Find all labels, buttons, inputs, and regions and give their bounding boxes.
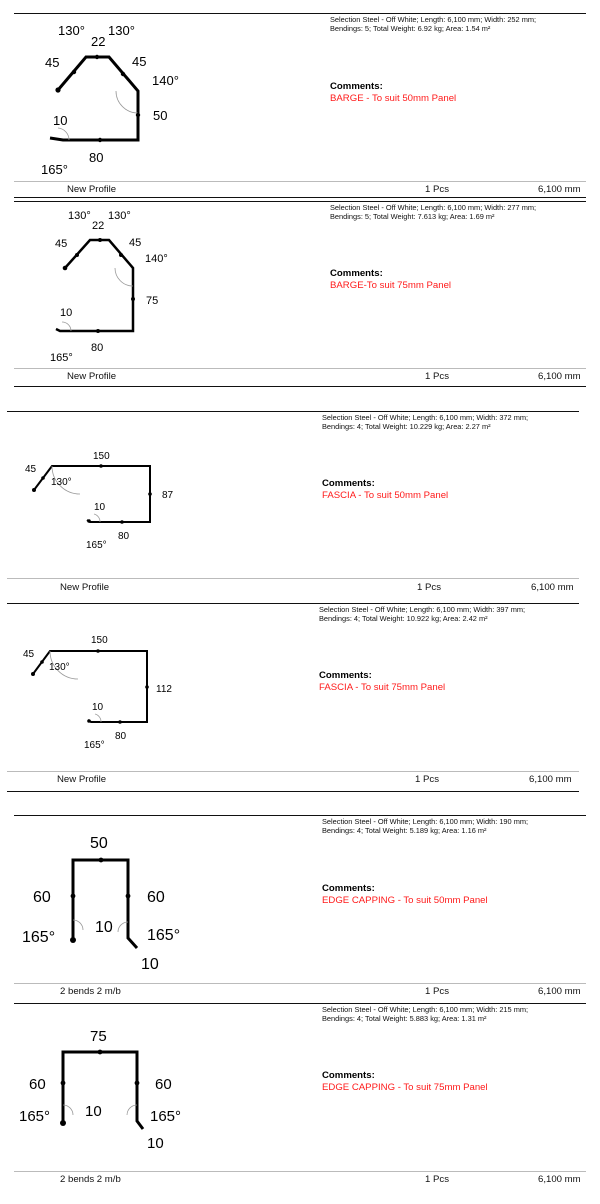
barge-75-dim: 140° <box>145 253 168 265</box>
edge-75-dim: 10 <box>147 1135 164 1152</box>
barge-50-dim: 22 <box>91 34 106 49</box>
fascia-75-dim: 150 <box>91 635 108 646</box>
fascia-50-dim: 130° <box>51 477 72 488</box>
fascia-50-dim: 150 <box>93 451 110 462</box>
comment-text: EDGE CAPPING - To suit 50mm Panel <box>322 895 488 906</box>
barge-50-dim: 165° <box>41 162 68 177</box>
comment-text: BARGE - To suit 50mm Panel <box>330 93 457 104</box>
spec-line: Selection Steel - Off White; Length: 6,100 mm; Width: 190 mm; <box>322 817 529 826</box>
profile-name: 2 bends 2 m/b <box>60 986 121 997</box>
barge-50-dim: 50 <box>153 108 168 123</box>
comments-label: Comments: <box>330 268 383 279</box>
edge-75-dim: 10 <box>85 1103 102 1120</box>
barge-50-dim: 130° <box>58 23 85 38</box>
edge-75-dim: 60 <box>29 1076 46 1093</box>
edge-75-node <box>61 1081 66 1086</box>
fascia-50-dim: 10 <box>94 502 106 513</box>
spec-line: Selection Steel - Off White; Length: 6,100 mm; Width: 372 mm; <box>322 413 529 422</box>
barge-75-dim: 165° <box>50 352 73 364</box>
edge-50-dim: 60 <box>33 889 51 906</box>
edge-75-dim: 165° <box>150 1108 182 1125</box>
edge-50-dim: 165° <box>147 927 181 944</box>
profile-quantity: 1 Pcs <box>425 184 449 195</box>
profile-length: 6,100 mm <box>538 1174 581 1185</box>
fascia-50-dim: 45 <box>25 464 37 475</box>
edge-75-node <box>98 1050 103 1055</box>
fascia-50-dim: 80 <box>118 531 130 542</box>
barge-50-dim: 80 <box>89 150 104 165</box>
barge-75-dim: 75 <box>146 295 159 307</box>
barge-75-dim: 130° <box>108 210 131 222</box>
barge-75-dim: 45 <box>55 238 68 250</box>
barge-75-dim: 130° <box>68 210 91 222</box>
spec-line: Selection Steel - Off White; Length: 6,100 mm; Width: 277 mm; <box>330 203 537 212</box>
profile-length: 6,100 mm <box>538 371 581 382</box>
edge-75-node <box>60 1120 66 1126</box>
fascia-75-dim: 112 <box>156 684 172 695</box>
spec-line: Bendings: 4; Total Weight: 10.229 kg; Area: 2.27 m² <box>322 422 491 431</box>
profile-name: New Profile <box>60 582 110 593</box>
barge-50-dim: 140° <box>152 73 179 88</box>
edge-50-dim: 10 <box>95 919 113 936</box>
barge-50-dim: 130° <box>108 23 135 38</box>
fascia-75-dim: 165° <box>84 740 105 751</box>
profile-length: 6,100 mm <box>538 986 581 997</box>
edge-75-profile-line <box>63 1052 143 1129</box>
barge-75-dim: 80 <box>91 342 104 354</box>
comment-text: EDGE CAPPING - To suit 75mm Panel <box>322 1082 488 1093</box>
profile-length: 6,100 mm <box>529 774 572 785</box>
comment-text: FASCIA - To suit 75mm Panel <box>319 682 446 693</box>
edge-50-dim: 10 <box>141 956 159 973</box>
profile-name: 2 bends 2 m/b <box>60 1174 121 1185</box>
spec-line: Bendings: 4; Total Weight: 10.922 kg; Area: 2.42 m² <box>319 614 488 623</box>
comments-label: Comments: <box>322 1070 375 1081</box>
footer-rule <box>14 1171 586 1172</box>
spec-line: Bendings: 4; Total Weight: 5.883 kg; Area: 1.31 m² <box>322 1014 487 1023</box>
fascia-75-dim: 45 <box>23 649 35 660</box>
profile-name: New Profile <box>67 371 117 382</box>
fascia-50-dim: 87 <box>162 490 174 501</box>
fascia-75-dim: 80 <box>115 731 127 742</box>
fascia-50-dim: 165° <box>86 540 107 551</box>
comments-label: Comments: <box>322 478 375 489</box>
spec-line: Bendings: 5; Total Weight: 7.613 kg; Area: 1.69 m² <box>330 212 495 221</box>
barge-50-dim: 45 <box>45 55 60 70</box>
profile-quantity: 1 Pcs <box>425 986 449 997</box>
spec-line: Bendings: 4; Total Weight: 5.189 kg; Area: 1.16 m² <box>322 826 487 835</box>
barge-50-dim: 10 <box>53 113 68 128</box>
fascia-75-dim: 10 <box>92 702 104 713</box>
comments-label: Comments: <box>330 81 383 92</box>
barge-50-dim: 45 <box>132 54 147 69</box>
comments-label: Comments: <box>319 670 372 681</box>
barge-75-dim: 45 <box>129 237 142 249</box>
spec-line: Selection Steel - Off White; Length: 6,100 mm; Width: 252 mm; <box>330 15 537 24</box>
profile-name: New Profile <box>67 184 117 195</box>
edge-75-dim: 165° <box>19 1108 51 1125</box>
comment-text: BARGE-To suit 75mm Panel <box>330 280 452 291</box>
spec-line: Selection Steel - Off White; Length: 6,100 mm; Width: 397 mm; <box>319 605 526 614</box>
edge-75-dim: 60 <box>155 1076 172 1093</box>
edge-50-dim: 50 <box>90 835 108 852</box>
profile-name: New Profile <box>57 774 107 785</box>
edge-50-dim: 165° <box>22 929 56 946</box>
spec-line: Selection Steel - Off White; Length: 6,100 mm; Width: 215 mm; <box>322 1005 529 1014</box>
profile-quantity: 1 Pcs <box>425 371 449 382</box>
spec-line: Bendings: 5; Total Weight: 6.92 kg; Area: 1.54 m² <box>330 24 491 33</box>
profile-quantity: 1 Pcs <box>415 774 439 785</box>
barge-75-dim: 10 <box>60 307 73 319</box>
profile-length: 6,100 mm <box>531 582 574 593</box>
profile-quantity: 1 Pcs <box>417 582 441 593</box>
fascia-75-dim: 130° <box>49 662 70 673</box>
comment-text: FASCIA - To suit 50mm Panel <box>322 490 449 501</box>
profile-length: 6,100 mm <box>538 184 581 195</box>
edge-50-dim: 60 <box>147 889 165 906</box>
barge-75-dim: 22 <box>92 220 105 232</box>
profile-quantity: 1 Pcs <box>425 1174 449 1185</box>
comments-label: Comments: <box>322 883 375 894</box>
edge-75-node <box>135 1081 140 1086</box>
edge-75-dim: 75 <box>90 1028 107 1045</box>
